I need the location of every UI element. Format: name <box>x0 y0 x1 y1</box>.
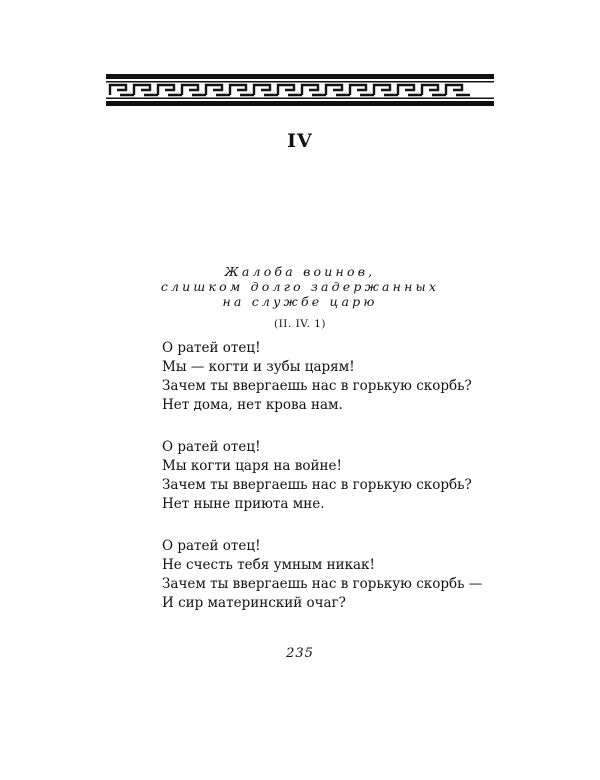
verse-line: Мы — когти и зубы царям! <box>162 359 355 375</box>
verse-line: Мы когти царя на войне! <box>162 458 342 474</box>
poem-title <box>0 264 600 309</box>
stanza <box>162 438 482 514</box>
poem-body <box>162 339 482 636</box>
poem-title-line: на службе царю <box>222 294 378 309</box>
stanza <box>162 537 482 613</box>
verse-line: О ратей отец! <box>162 538 261 554</box>
verse-line: О ратей отец! <box>162 340 261 356</box>
page-number: 235 <box>286 646 314 661</box>
verse-line: И сир материнский очаг? <box>162 595 346 611</box>
meander-border-icon <box>106 74 494 106</box>
verse-line: Зачем ты ввергаешь нас в горькую скорбь — <box>162 576 483 592</box>
verse-line: Зачем ты ввергаешь нас в горькую скорбь? <box>162 378 472 394</box>
poem-reference: (II. IV. 1) <box>274 318 326 330</box>
poem-title-line: Жалоба воинов, <box>224 264 376 279</box>
poem-title-line: слишком долго задержанных <box>160 279 440 294</box>
verse-line: Не счесть тебя умным никак! <box>162 557 375 573</box>
verse-line: О ратей отец! <box>162 439 261 455</box>
verse-line: Нет ныне приюта мне. <box>162 496 325 512</box>
chapter-number: IV <box>287 130 313 152</box>
verse-line: Нет дома, нет крова нам. <box>162 397 343 413</box>
verse-line: Зачем ты ввергаешь нас в горькую скорбь? <box>162 477 472 493</box>
stanza <box>162 339 482 415</box>
